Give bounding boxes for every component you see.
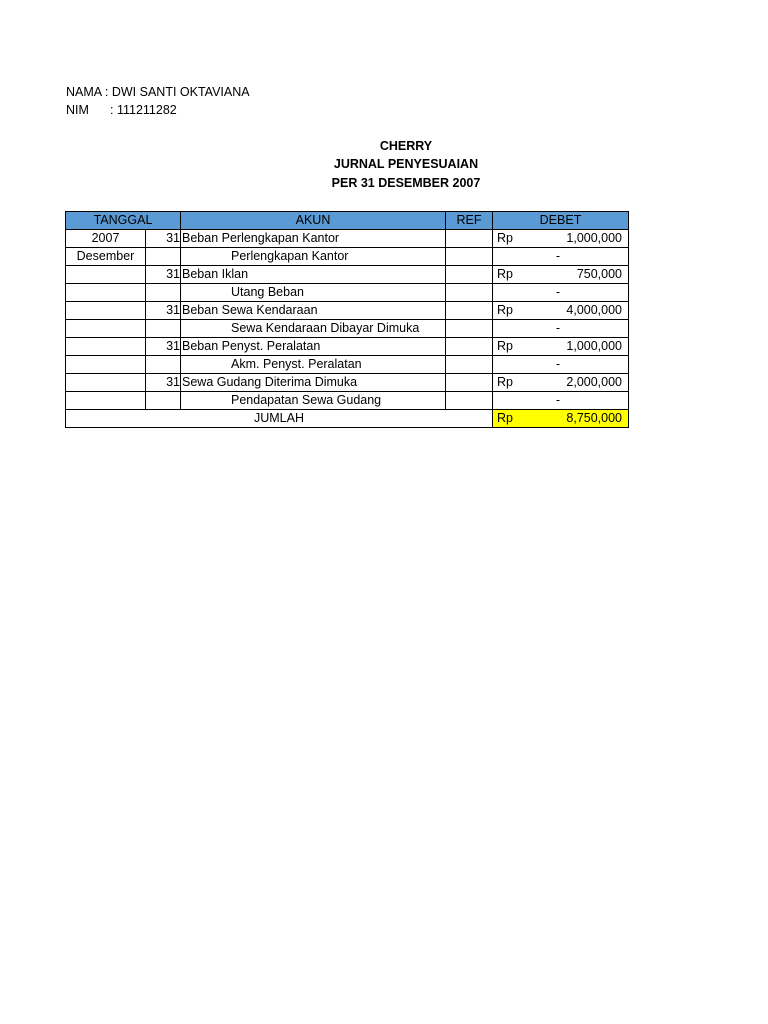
journal-row (66, 230, 629, 248)
debet-amount: - (555, 321, 560, 335)
total-amount: 8,750,000 (566, 411, 622, 425)
name-label: NAMA : (66, 85, 112, 99)
account-cell: Pendapatan Sewa Gudang (181, 392, 446, 410)
nim-separator: : (110, 103, 117, 117)
adjusting-journal-table (65, 211, 629, 428)
journal-row (66, 374, 629, 392)
debet-currency: Rp (497, 303, 513, 317)
date-year-cell (66, 284, 146, 302)
account-cell: Beban Perlengkapan Kantor (181, 230, 446, 248)
account-cell: Perlengkapan Kantor (181, 248, 446, 266)
ref-cell (446, 248, 493, 266)
debet-cell (493, 302, 629, 320)
debet-currency: Rp (497, 267, 513, 281)
student-name: DWI SANTI OKTAVIANA (111, 85, 250, 99)
debet-cell (493, 338, 629, 356)
journal-body (66, 230, 629, 410)
journal-row (66, 356, 629, 374)
date-day-cell: 31 (146, 266, 181, 284)
debet-cell (493, 356, 629, 374)
debet-cell (493, 392, 629, 410)
account-cell: Beban Penyst. Peralatan (181, 338, 446, 356)
nim-label: NIM (66, 103, 89, 117)
date-year-cell (66, 356, 146, 374)
date-year-cell (66, 338, 146, 356)
ref-cell (446, 374, 493, 392)
ref-cell (446, 230, 493, 248)
debet-amount: 4,000,000 (566, 303, 622, 317)
debet-amount: 1,000,000 (566, 339, 622, 353)
journal-row (66, 338, 629, 356)
debet-amount: - (555, 285, 560, 299)
debet-amount: - (555, 249, 560, 263)
date-year-cell: 2007 (66, 230, 146, 248)
date-day-cell: 31 (146, 230, 181, 248)
debet-cell (493, 320, 629, 338)
debet-amount: - (555, 393, 560, 407)
account-cell: Beban Iklan (181, 266, 446, 284)
date-day-cell (146, 356, 181, 374)
student-nim-line (66, 103, 177, 117)
header-akun: AKUN (181, 212, 446, 230)
date-day-cell (146, 284, 181, 302)
ref-cell (446, 320, 493, 338)
debet-cell (493, 374, 629, 392)
student-nim: 111211282 (116, 103, 177, 117)
date-day-cell (146, 320, 181, 338)
account-cell: Utang Beban (181, 284, 446, 302)
student-name-line (66, 85, 250, 99)
header-debet: DEBET (493, 212, 629, 230)
journal-row (66, 284, 629, 302)
journal-row (66, 320, 629, 338)
debet-currency: Rp (497, 231, 513, 245)
date-year-cell (66, 392, 146, 410)
debet-amount: 1,000,000 (566, 231, 622, 245)
debet-amount: 2,000,000 (566, 375, 622, 389)
ref-cell (446, 392, 493, 410)
ref-cell (446, 338, 493, 356)
date-day-cell (146, 392, 181, 410)
debet-cell (493, 284, 629, 302)
debet-currency: Rp (497, 339, 513, 353)
account-cell: Sewa Kendaraan Dibayar Dimuka (181, 320, 446, 338)
journal-row (66, 266, 629, 284)
period-title: PER 31 DESEMBER 2007 (331, 176, 481, 190)
company-title: CHERRY (379, 139, 433, 153)
date-year-cell (66, 320, 146, 338)
journal-row (66, 392, 629, 410)
ref-cell (446, 356, 493, 374)
ref-cell (446, 284, 493, 302)
debet-cell (493, 230, 629, 248)
header-tanggal: TANGGAL (66, 212, 181, 230)
debet-amount: - (555, 357, 560, 371)
total-currency: Rp (497, 411, 513, 425)
date-day-cell: 31 (146, 338, 181, 356)
debet-currency: Rp (497, 375, 513, 389)
total-row (66, 410, 629, 428)
total-debet-cell (493, 410, 629, 428)
account-cell: Sewa Gudang Diterima Dimuka (181, 374, 446, 392)
debet-amount: 750,000 (576, 267, 622, 281)
journal-title: JURNAL PENYESUAIAN (333, 157, 479, 171)
date-year-cell: Desember (66, 248, 146, 266)
date-year-cell (66, 302, 146, 320)
date-day-cell: 31 (146, 374, 181, 392)
total-label: JUMLAH (66, 410, 493, 428)
header-ref: REF (446, 212, 493, 230)
account-cell: Akm. Penyst. Peralatan (181, 356, 446, 374)
debet-cell (493, 266, 629, 284)
ref-cell (446, 266, 493, 284)
date-year-cell (66, 374, 146, 392)
journal-row (66, 302, 629, 320)
ref-cell (446, 302, 493, 320)
account-cell: Beban Sewa Kendaraan (181, 302, 446, 320)
date-year-cell (66, 266, 146, 284)
date-day-cell (146, 248, 181, 266)
date-day-cell: 31 (146, 302, 181, 320)
debet-cell (493, 248, 629, 266)
journal-row (66, 248, 629, 266)
table-header-row (66, 212, 629, 230)
